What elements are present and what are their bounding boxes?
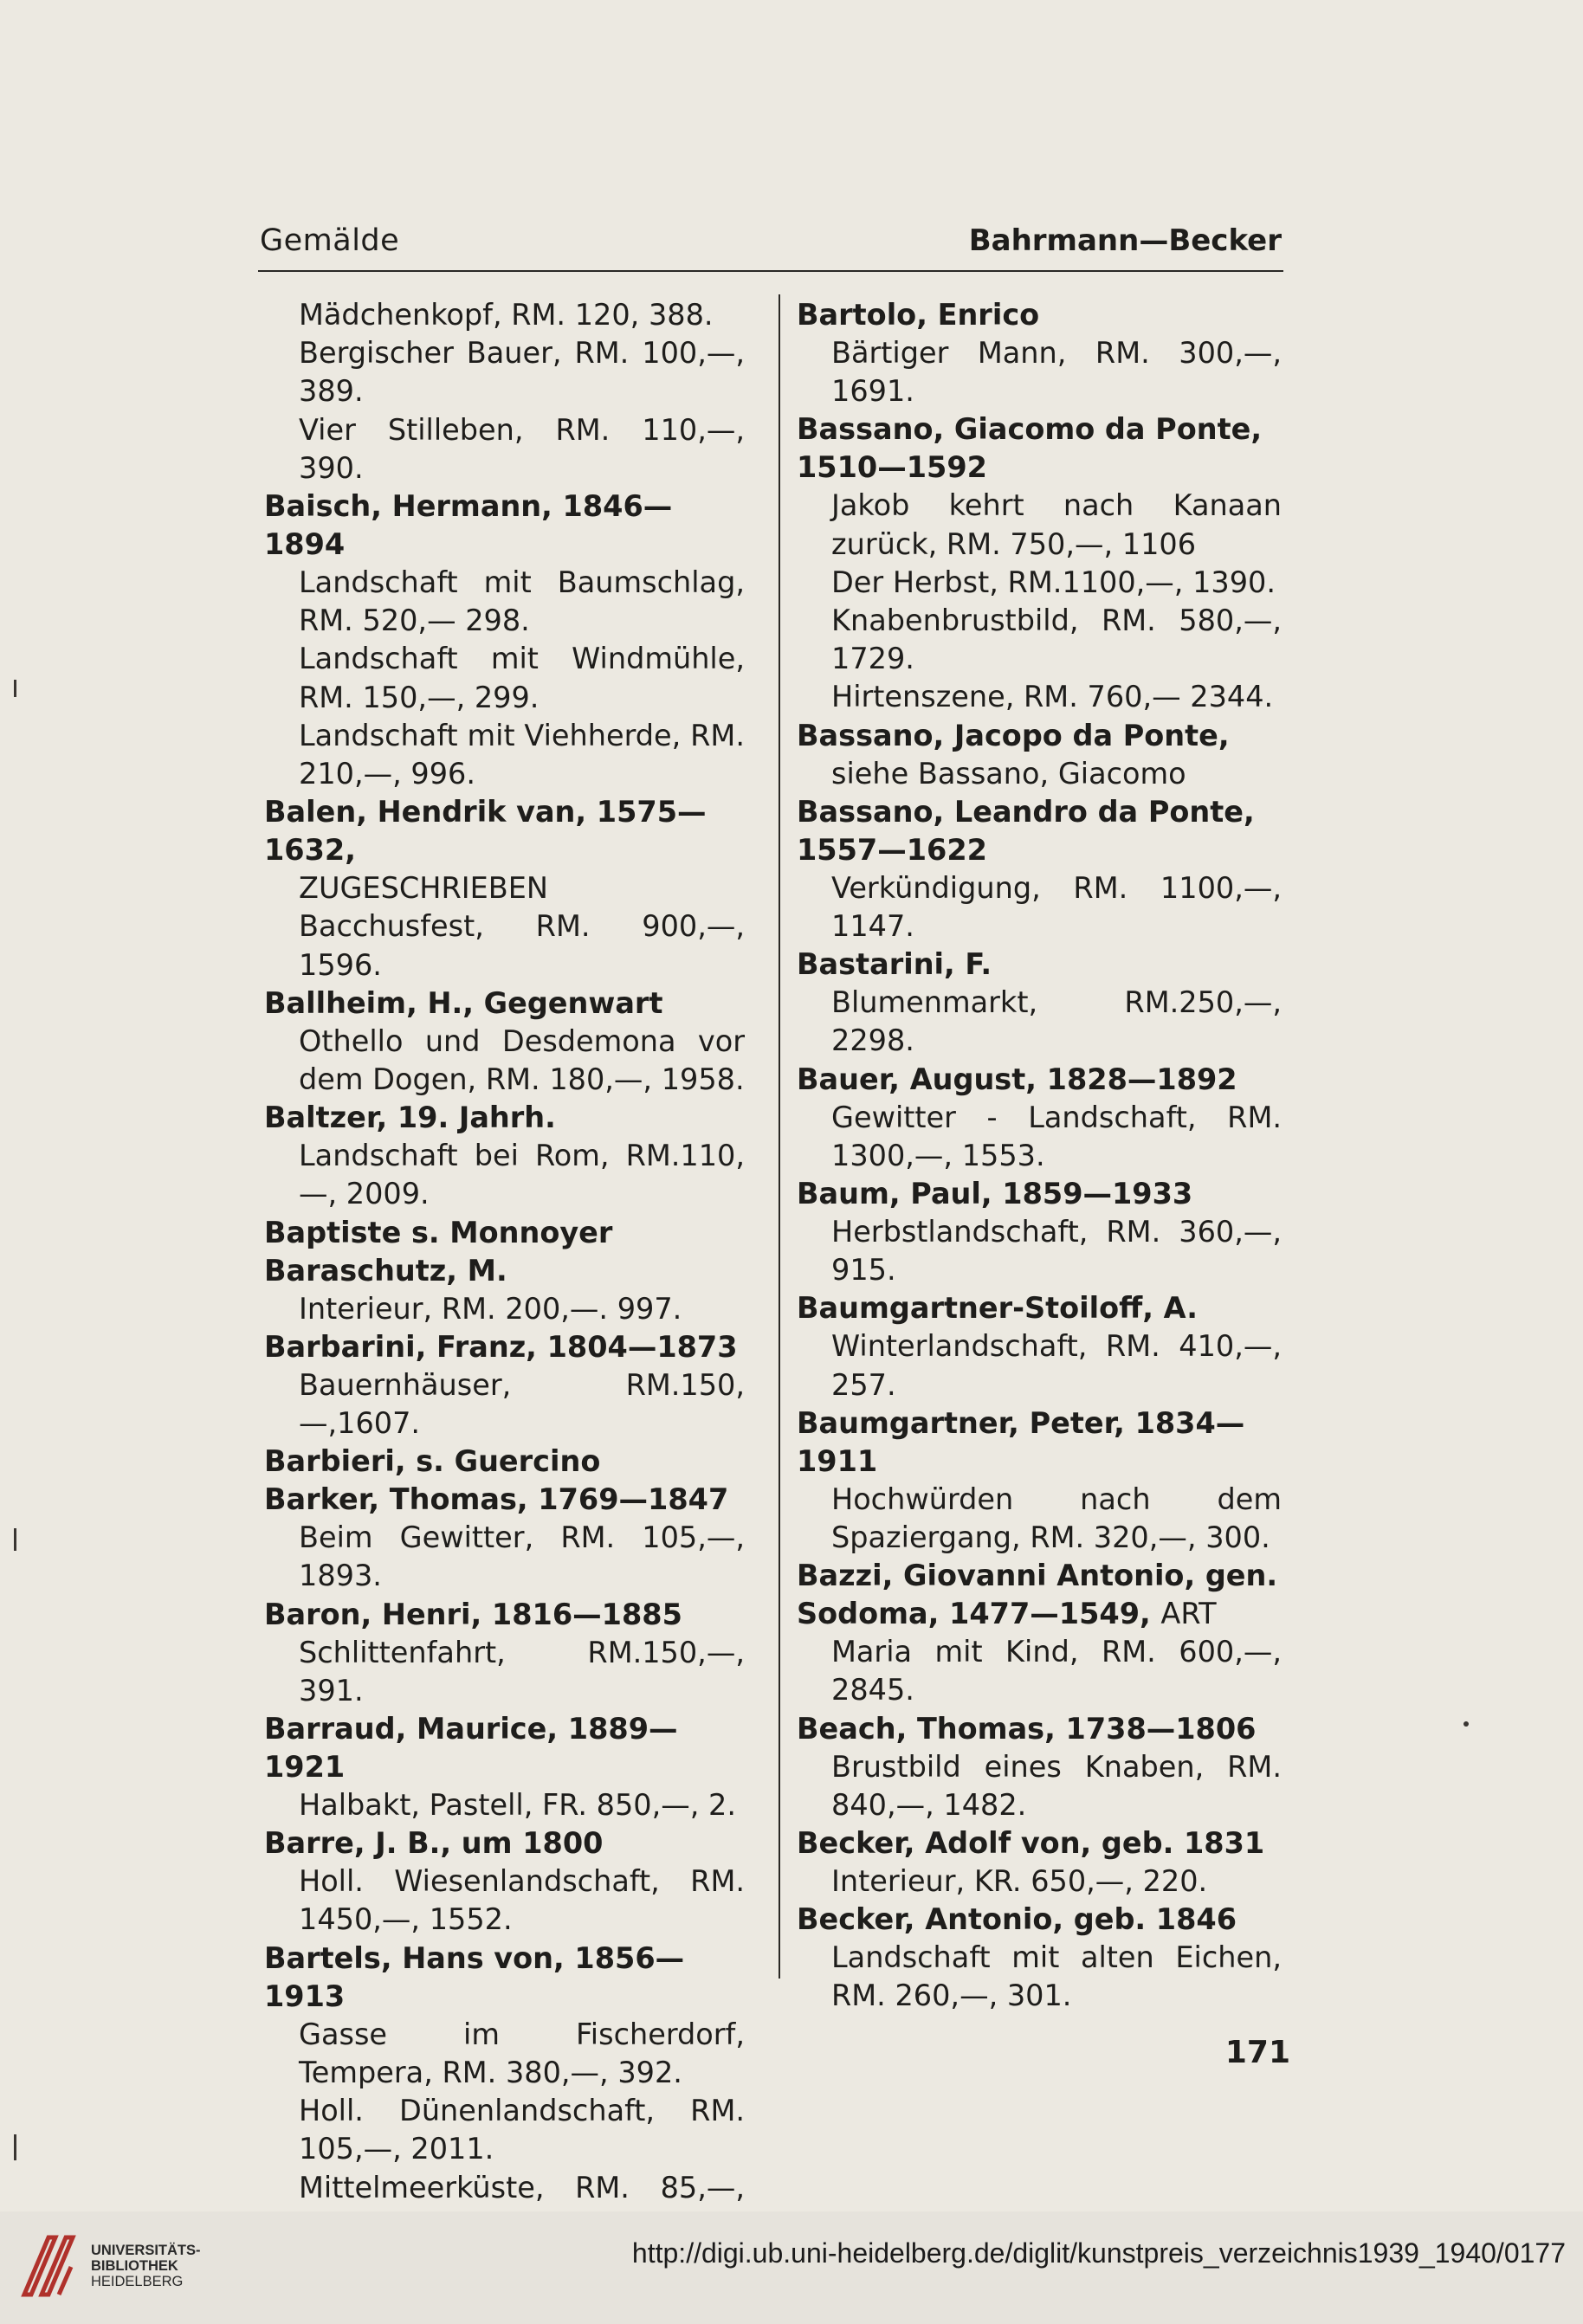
artist-entry: [797, 410, 1282, 716]
artist-name: Barre, J. B., um 1800: [264, 1826, 604, 1861]
library-name-line: UNIVERSITÄTS-: [91, 2243, 201, 2258]
artwork-line: Beim Gewitter, RM. 105,—, 1893.: [299, 1520, 745, 1593]
artist-entry: [264, 1328, 745, 1443]
artist-entry: [264, 1214, 745, 1252]
digitization-footer: [0, 2211, 1583, 2324]
artist-entry: [797, 717, 1282, 793]
artist-entry: [797, 1061, 1282, 1175]
artwork-line: Halbakt, Pastell, FR. 850,—, 2.: [299, 1788, 736, 1823]
artwork-line: Landschaft mit Viehherde, RM. 210,—, 996.: [299, 718, 745, 791]
artist-name: Baisch, Hermann, 1846—1894: [264, 489, 673, 562]
artist-name: Beach, Thomas, 1738—1806: [797, 1711, 1257, 1746]
artist-name: Baptiste s. Monnoyer: [264, 1215, 613, 1249]
artist-name: Bartels, Hans von, 1856—1913: [264, 1940, 685, 2013]
artist-entry: [264, 1443, 745, 1481]
source-url-link[interactable]: http://digi.ub.uni-heidelberg.de/diglit/kunstpreis_verzeichnis1939_1940/0177: [631, 2237, 1566, 2269]
page-number: 171: [1224, 2035, 1290, 2070]
artist-entry: [797, 793, 1282, 946]
artist-entry: [264, 1099, 745, 1213]
artwork-line: Maria mit Kind, RM. 600,—, 2845.: [831, 1635, 1282, 1707]
scan-margin-mark: [14, 680, 16, 697]
artist-name: Bassano, Leandro da Ponte, 1557—1622: [797, 794, 1255, 867]
artist-entry: [797, 1901, 1282, 2015]
library-name: [91, 2243, 201, 2289]
header-rule: [258, 270, 1283, 272]
artwork-line: Der Herbst, RM.1100,—, 1390.: [831, 565, 1276, 599]
artwork-line: Bergischer Bauer, RM. 100,—, 389.: [299, 336, 745, 409]
artwork-line: Mittelmeerküste, RM. 85,—,: [299, 2170, 745, 2205]
artist-entry: [264, 1824, 745, 1939]
artist-name: Barker, Thomas, 1769—1847: [264, 1482, 729, 1517]
library-name-line: BIBLIOTHEK: [91, 2258, 178, 2274]
artist-name: Baumgartner-Stoiloff, A.: [797, 1291, 1198, 1326]
artwork-line: Knabenbrustbild, RM. 580,—, 1729.: [831, 604, 1282, 676]
artist-entry: [264, 793, 745, 984]
artwork-line: Vier Stilleben, RM. 110,—, 390.: [299, 412, 745, 485]
scan-margin-mark: [14, 1528, 16, 1551]
artist-entry: [797, 1557, 1282, 1709]
artist-name: Balen, Hendrik van, 1575—1632,: [264, 795, 707, 868]
artwork-line: Schlittenfahrt, RM.150,—, 391.: [299, 1635, 745, 1707]
artwork-line: Herbstlandschaft, RM. 360,—, 915.: [831, 1215, 1282, 1288]
artwork-line: Holl. Wiesenlandschaft, RM. 1450,—, 1552.: [299, 1864, 745, 1937]
artist-entry: [264, 984, 745, 1099]
library-name-line: HEIDELBERG: [91, 2274, 184, 2289]
ink-speck: [1463, 1721, 1469, 1727]
library-logo-icon: [19, 2230, 81, 2300]
artwork-line: Blumenmarkt, RM.250,—, 2298.: [831, 985, 1282, 1058]
artwork-line: Hirtenszene, RM. 760,— 2344.: [831, 680, 1274, 714]
artist-entry: [264, 1940, 745, 2245]
artist-name: Bassano, Jacopo da Ponte,: [797, 718, 1230, 752]
artist-name: Bazzi, Giovanni Antonio, gen. Sodoma, 1477—1549, ART: [797, 1559, 1278, 1631]
artwork-line: Hochwürden nach dem Spaziergang, RM. 320,—, 300.: [831, 1482, 1282, 1555]
artwork-line: Gewitter - Landschaft, RM. 1300,—, 1553.: [831, 1100, 1282, 1172]
artwork-line: siehe Bassano, Giacomo: [831, 756, 1186, 791]
artist-entry: [797, 946, 1282, 1060]
artist-attribution: ART: [1160, 1597, 1217, 1631]
artist-name: Becker, Antonio, geb. 1846: [797, 1902, 1237, 1937]
artwork-line: ZUGESCHRIEBEN: [299, 871, 548, 906]
column-divider: [779, 294, 780, 1979]
artwork-line: Holl. Dünenlandschaft, RM. 105,—, 2011.: [299, 2094, 745, 2166]
scan-margin-mark: [14, 2134, 16, 2160]
artwork-line: Landschaft mit Baumschlag, RM. 520,— 298.: [299, 565, 745, 638]
artist-name: Barbarini, Franz, 1804—1873: [264, 1329, 738, 1364]
artwork-line: Landschaft mit alten Eichen, RM. 260,—, 301.: [831, 1940, 1282, 2013]
artist-entry: [797, 1824, 1282, 1901]
artist-name: Bartolo, Enrico: [797, 298, 1040, 332]
running-header-section: Gemälde: [260, 223, 400, 258]
artist-name: Bastarini, F.: [797, 947, 992, 982]
artist-name: Baltzer, 19. Jahrh.: [264, 1101, 556, 1135]
artist-entry: [264, 487, 745, 793]
artist-name: Becker, Adolf von, geb. 1831: [797, 1826, 1265, 1861]
artwork-line: Bauernhäuser, RM.150,—,1607.: [299, 1367, 745, 1441]
artwork-line: Jakob kehrt nach Kanaan zurück, RM. 750,—, 1106: [831, 488, 1282, 561]
left-column: [264, 296, 745, 2245]
artist-entry: [797, 1289, 1282, 1404]
artwork-line: Winterlandschaft, RM. 410,—, 257.: [831, 1329, 1282, 1402]
artist-entry: [264, 296, 745, 487]
right-column: [797, 296, 1282, 2016]
artwork-line: Interieur, RM. 200,—. 997.: [299, 1291, 682, 1326]
artwork-line: Bacchusfest, RM. 900,—, 1596.: [299, 909, 745, 982]
artwork-line: Bärtiger Mann, RM. 300,—, 1691.: [831, 336, 1282, 409]
artist-name: Bassano, Giacomo da Ponte, 1510—1592: [797, 412, 1263, 485]
artwork-line: Landschaft mit Windmühle, RM. 150,—, 299.: [299, 642, 745, 714]
artwork-line: Landschaft bei Rom, RM.110,—, 2009.: [299, 1139, 745, 1211]
artist-name: Baumgartner, Peter, 1834—1911: [797, 1405, 1245, 1478]
artist-entry: [797, 296, 1282, 410]
artist-name: Barraud, Maurice, 1889—1921: [264, 1712, 678, 1785]
artwork-line: Mädchenkopf, RM. 120, 388.: [299, 298, 714, 332]
artist-entry: [264, 1596, 745, 1710]
artist-name: Ballheim, H., Gegenwart: [264, 985, 663, 1020]
artist-name: Barbieri, s. Guercino: [264, 1444, 601, 1479]
artist-name: Baum, Paul, 1859—1933: [797, 1177, 1193, 1211]
artwork-line: Gasse im Fischerdorf, Tempera, RM. 380,—, 392.: [299, 2017, 745, 2089]
artist-name: Bauer, August, 1828—1892: [797, 1062, 1237, 1096]
artist-entry: [264, 1481, 745, 1595]
artist-name: Baron, Henri, 1816—1885: [264, 1597, 682, 1631]
artist-entry: [264, 1252, 745, 1328]
artwork-line: Brustbild eines Knaben, RM. 840,—, 1482.: [831, 1749, 1282, 1822]
artist-entry: [797, 1404, 1282, 1557]
artist-entry: [797, 1710, 1282, 1824]
running-header-range: Bahrmann—Becker: [968, 223, 1282, 258]
artwork-line: Interieur, KR. 650,—, 220.: [831, 1864, 1208, 1899]
artist-entry: [797, 1175, 1282, 1289]
artwork-line: Verkündigung, RM. 1100,—, 1147.: [831, 870, 1282, 944]
artwork-line: Othello und Desdemona vor dem Dogen, RM. 180,—, 1958.: [299, 1023, 745, 1097]
artist-name: Baraschutz, M.: [264, 1253, 507, 1288]
artist-entry: [264, 1710, 745, 1824]
